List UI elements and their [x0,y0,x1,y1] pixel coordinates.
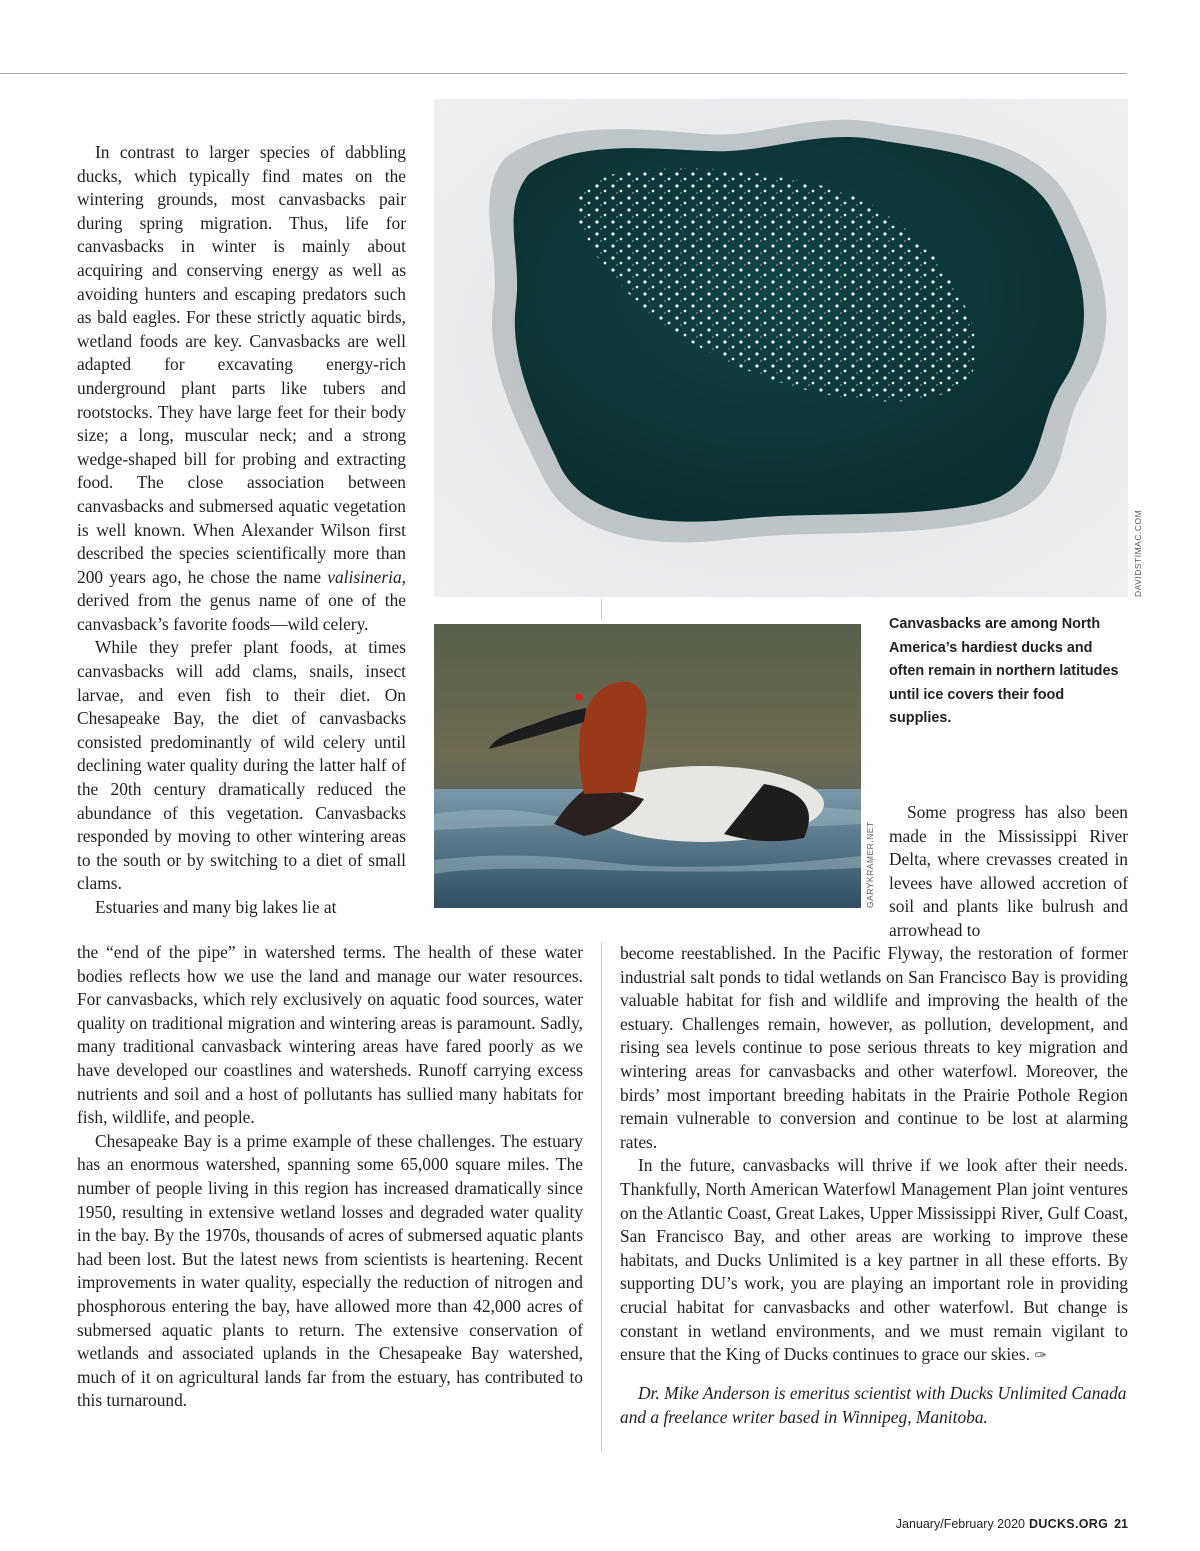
left-column-lower [77,941,583,1413]
page-number: 21 [1114,1517,1128,1531]
canvasback-duck-photo [434,624,861,908]
paragraph: While they prefer plant foods, at times canvasbacks will add clams, snails, insect larvae, and even fish to their diet. On Chesapeake Bay, the diet of canvasbacks consisted predominantly of wild celery until declining water quality during the latter half of the 20th century dramatically reduced the abundance of this vegetation. Canvasbacks responded by moving to other wintering areas to the south or by switching to a diet of small clams. [77,637,406,894]
author-bio: Dr. Mike Anderson is emeritus scientist with Ducks Unlimited Canada and a freelance writer based in Winnipeg, Manitoba. [620,1383,1127,1427]
right-column-upper [889,801,1128,943]
end-mark-icon: ✑ [1034,1346,1047,1365]
issue-date: January/February 2020 [895,1517,1025,1531]
site-name: DUCKS.ORG [1029,1517,1109,1531]
photo-caption: Canvasbacks are among North America’s hardiest ducks and often remain in northern latitudes until ice covers their food supplies. [889,616,1119,727]
paragraph: In contrast to larger species of dabbling ducks, which typically find mates on the wintering grounds, most canvasbacks pair during spring migration. Thus, life for canvasbacks in winter is mainly about acquiring and conserving energy as well as avoiding hunters and escaping predators such as bald eagles. For these strictly aquatic birds, wetland foods are key. Canvasbacks are well adapted for excavating energy-rich underground plant parts like tubers and rootstocks. They have large feet for their body size; a long, muscular neck; and a strong wedge-shaped bill for probing and extracting food. The close association between canvasbacks and submersed aquatic vegetation is well known. When Alexander Wilson first described the species scientifically more than 200 years ago, he chose the name valisineria, derived from the genus name of one of the canvasback’s favorite foods—wild celery. [77,142,406,634]
left-column-upper [77,141,406,920]
paragraph: Chesapeake Bay is a prime example of these challenges. The estuary has an enormous watershed, spanning some 65,000 square miles. The number of people living in this region has increased dramatically since 1950, resulting in extensive wetland losses and degraded water quality in the bay. By the 1970s, thousands of acres of submersed aquatic plants had been lost. But the latest news from scientists is heartening. Recent improvements in water quality, especially the reduction of nitrogen and phosphorous entering the bay, have allowed more than 42,000 acres of submersed aquatic plants to return. The extensive conservation of wetlands and associated uplands in the Chesapeake Bay watershed, much of it on agricultural lands far from the estuary, has contributed to this turnaround. [77,1130,583,1411]
paragraph: In the future, canvasbacks will thrive if we look after their needs. Thankfully, North American Waterfowl Management Plan joint ventures on the Atlantic Coast, Great Lakes, Upper Mississippi River, Gulf Coast, San Francisco Bay, and other areas are working to improve these habitats, and Ducks Unlimited is a key partner in all these efforts. By supporting DU’s work, you are playing an important role in providing crucial habitat for canvasbacks and other waterfowl. But change is constant in wetland environments, and we must remain vigilant to ensure that the King of Ducks continues to grace our skies. ✑ [620,1155,1128,1365]
species-name: valisineria [327,566,402,587]
top-rule [0,73,1127,74]
photo-credit: GARYKRAMER.NET [865,821,875,908]
paragraph: become reestablished. In the Pacific Flyway, the restoration of former industrial salt ponds to tidal wetlands on San Francisco Bay is providing valuable habitat for fish and wildlife and improving the health of the estuary. Challenges remain, however, as pollution, development, and rising sea levels continue to pose serious threats to key migration and wintering areas for canvasbacks and other waterfowl. Moreover, the birds’ most important breeding habitats in the Prairie Pothole Region remain vulnerable to conversion and continue to be lost at alarming rates. [620,943,1128,1152]
page-footer [896,1517,1128,1531]
column-rule-lower [601,942,602,1452]
paragraph: the “end of the pipe” in watershed terms. The health of these water bodies reflects how we use the land and manage our water resources. For canvasbacks, which rely exclusively on aquatic food sources, water quality on traditional migration and wintering areas is paramount. Sadly, many traditional canvasback wintering areas have fared poorly as we have developed our coastlines and watersheds. Runoff carrying excess nutrients and soil and a host of pollutants has sullied many habitats for fish, wildlife, and people. [77,942,583,1128]
ice-hole-aerial-photo [434,99,1128,597]
column-rule-upper [601,598,602,620]
right-column-lower [620,942,1128,1368]
paragraph: Some progress has also been made in the Mississippi River Delta, where crevasses created in levees have allowed accretion of soil and plants like bulrush and arrowhead to [889,802,1128,940]
photo-credit: DAVIDSTIMAC.COM [1133,509,1143,597]
paragraph: Estuaries and many big lakes lie at [95,897,337,917]
